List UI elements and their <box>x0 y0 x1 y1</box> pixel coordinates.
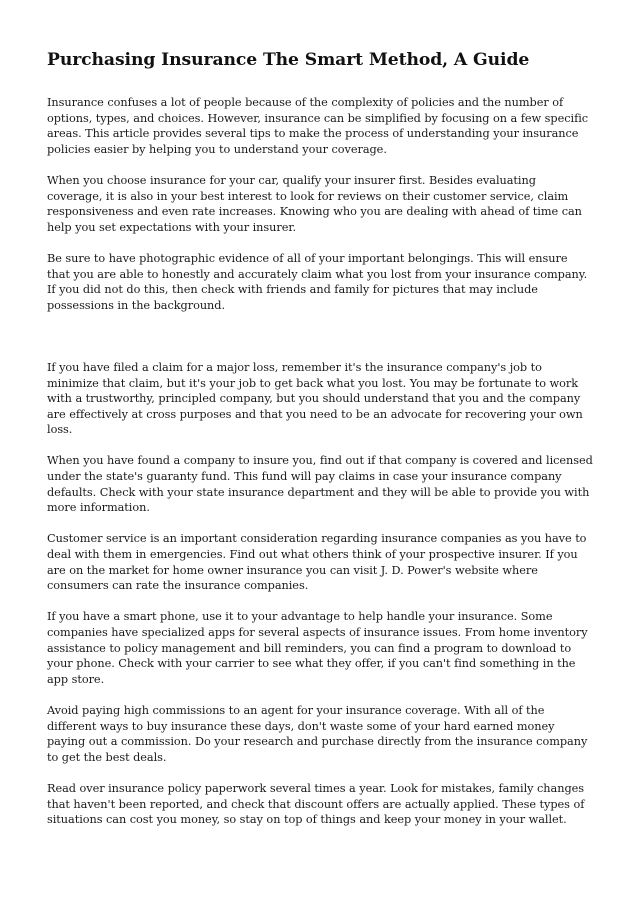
paragraph-car-insurance: When you choose insurance for your car, qualify your insurer first. Besides evaluating coverage, it is also in your best interest to look for reviews on their customer service, claim responsiveness and even rate increases. Knowing who you are dealing with ahead of time can help you set expectations with your insurer. <box>47 173 582 234</box>
paragraph-intro: Insurance confuses a lot of people because of the complexity of policies and the number of options, types, and choices. However, insurance can be simplified by focusing on a few specific areas. This article provides several tips to make the process of understanding your insurance policies easier by helping you to understand your coverage. <box>47 96 589 156</box>
paragraph-commissions: Avoid paying high commissions to an agent for your insurance coverage. With all of the different ways to buy insurance these days, don't waste some of your hard earned money paying out a commission. Do your research and purchase directly from the insurance company to get the best deals. <box>47 703 588 764</box>
document-page <box>47 48 593 843</box>
paragraph-major-loss: If you have filed a claim for a major loss, remember it's the insurance company's job to minimize that claim, but it's your job to get back what you lost. You may be fortunate to work with a trustworthy, principled company, but you should understand that you and the company are effectively at cross purposes and that you need to be an advocate for recovering your own loss. <box>47 360 583 437</box>
paragraph-customer-service: Customer service is an important consideration regarding insurance companies as you have to deal with them in emergencies. Find out what others think of your prospective insurer. If you are on the market for home owner insurance you can visit J. D. Power's website where consumers can rate the insurance companies. <box>47 532 587 593</box>
paragraph-guaranty-fund: When you have found a company to insure you, find out if that company is covered and licensed under the state's guaranty fund. This fund will pay claims in case your insurance company defaults. Check with your state insurance department and they will be able to provide you with more information. <box>47 454 593 515</box>
paragraph-smart-phone: If you have a smart phone, use it to your advantage to help handle your insurance. Some companies have specialized apps for several aspects of insurance issues. From home inventory assistance to policy management and bill reminders, you can find a program to download to your phone. Check with your carrier to see what they offer, if you can't find something in the app store. <box>47 610 588 686</box>
paragraph-photo-evidence: Be sure to have photographic evidence of all of your important belongings. This will ensure that you are able to honestly and accurately claim what you lost from your insurance company. If you did not do this, then check with friends and family for pictures that may include possessions in the background. <box>47 251 588 312</box>
document-title: Purchasing Insurance The Smart Method, A Guide <box>47 50 530 70</box>
paragraph-paperwork: Read over insurance policy paperwork several times a year. Look for mistakes, family changes that haven't been reported, and check that discount offers are actually applied. These types of situations can cost you money, so stay on top of things and keep your money in your wallet. <box>47 781 585 827</box>
section-gap <box>47 329 593 360</box>
